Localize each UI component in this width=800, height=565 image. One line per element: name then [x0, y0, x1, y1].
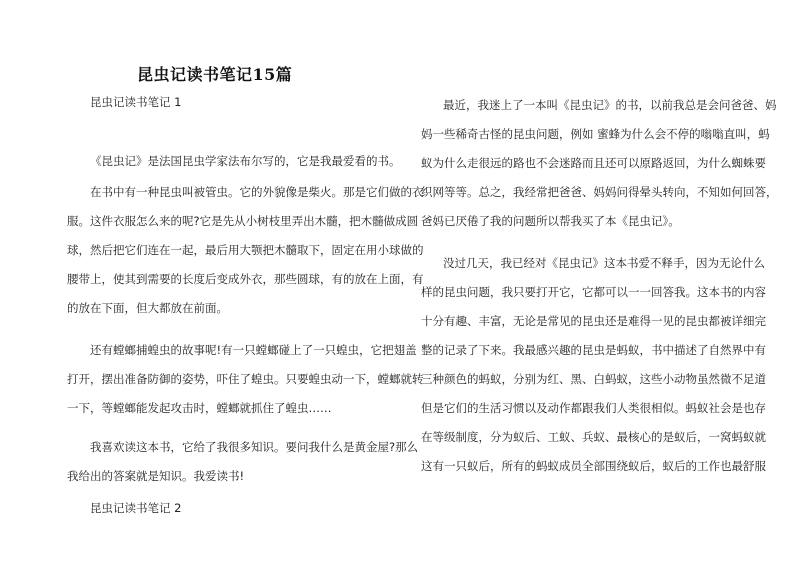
text-line: 球，然后把它们连在一起，最后用大颚把木髓取下，固定在用小球做的	[67, 243, 424, 257]
text-line: 在等级制度，分为蚁后、工蚁、兵蚁、最核心的是蚁后，一窝蚂蚁就	[421, 430, 766, 444]
section-heading-1: 昆虫记读书笔记 1	[90, 95, 182, 109]
text-line: 打开，摆出准备防御的姿势，吓住了蝗虫。只要蝗虫动一下，螳螂就转	[67, 372, 424, 386]
document-title: 昆虫记读书笔记15篇	[137, 65, 293, 84]
text-line: 十分有趣、丰富，无论是常见的昆虫还是难得一见的昆虫都被详细完	[421, 314, 766, 328]
text-line: 一下，等螳螂能发起攻击时，螳螂就抓住了蝗虫……	[67, 401, 332, 415]
text-line: 我给出的答案就是知识。我爱读书!	[67, 469, 245, 483]
text-line: 我喜欢读这本书，它给了我很多知识。要问我什么是黄金屋?那么	[90, 440, 419, 454]
text-line: 妈一些稀奇古怪的昆虫问题，例如 蜜蜂为什么会不停的嗡嗡直叫，蚂	[421, 127, 770, 141]
text-line: 这有一只蚁后，所有的蚂蚁成员全部围绕蚁后，蚁后的工作也最舒服	[421, 459, 766, 473]
text-line: 蚁为什么走很远的路也不会迷路而且还可以原路返回，为什么蜘蛛要	[421, 156, 766, 170]
text-line: 整的记录了下来。我最感兴趣的昆虫是蚂蚁，书中描述了自然界中有	[421, 343, 766, 357]
text-line: 服。这件衣服怎么来的呢?它是先从小树枝里弄出木髓，把木髓做成圆	[67, 214, 419, 228]
text-line: 在书中有一种昆虫叫被管虫。它的外貌像是柴火。那是它们做的衣	[90, 185, 424, 199]
text-line: 最近，我迷上了一本叫《昆虫记》的书，以前我总是会问爸爸、妈	[443, 98, 777, 112]
text-line: 但是它们的生活习惯以及动作都跟我们人类很相似。蚂蚁社会是也存	[421, 401, 766, 415]
text-line: 爸妈已厌倦了我的问题所以帮我买了本《昆虫记》。	[421, 214, 680, 228]
text-line: 织网等等。总之，我经常把爸爸、妈妈问得晕头转向，不知如何回答，	[421, 185, 778, 199]
text-line: 三种颜色的蚂蚁，分别为红、黑、白蚂蚁，这些小动物虽然微不足道	[421, 372, 766, 386]
section-heading-2: 昆虫记读书笔记 2	[90, 501, 182, 515]
text-line: 腰带上，使其到需要的长度后变成外衣，那些圆球，有的放在上面，有	[67, 272, 424, 286]
text-line: 的放在下面，但大都放在前面。	[67, 301, 228, 315]
text-line: 《昆虫记》是法国昆虫学家法布尔写的，它是我最爱看的书。	[90, 154, 401, 168]
text-line: 还有螳螂捕蝗虫的故事呢!有一只螳螂碰上了一只蝗虫，它把翅盖	[90, 343, 417, 357]
text-line: 样的昆虫问题，我只要打开它，它都可以一一回答我。这本书的内容	[421, 285, 766, 299]
text-line: 没过几天，我已经对《昆虫记》这本书爱不释手，因为无论什么	[443, 256, 765, 270]
